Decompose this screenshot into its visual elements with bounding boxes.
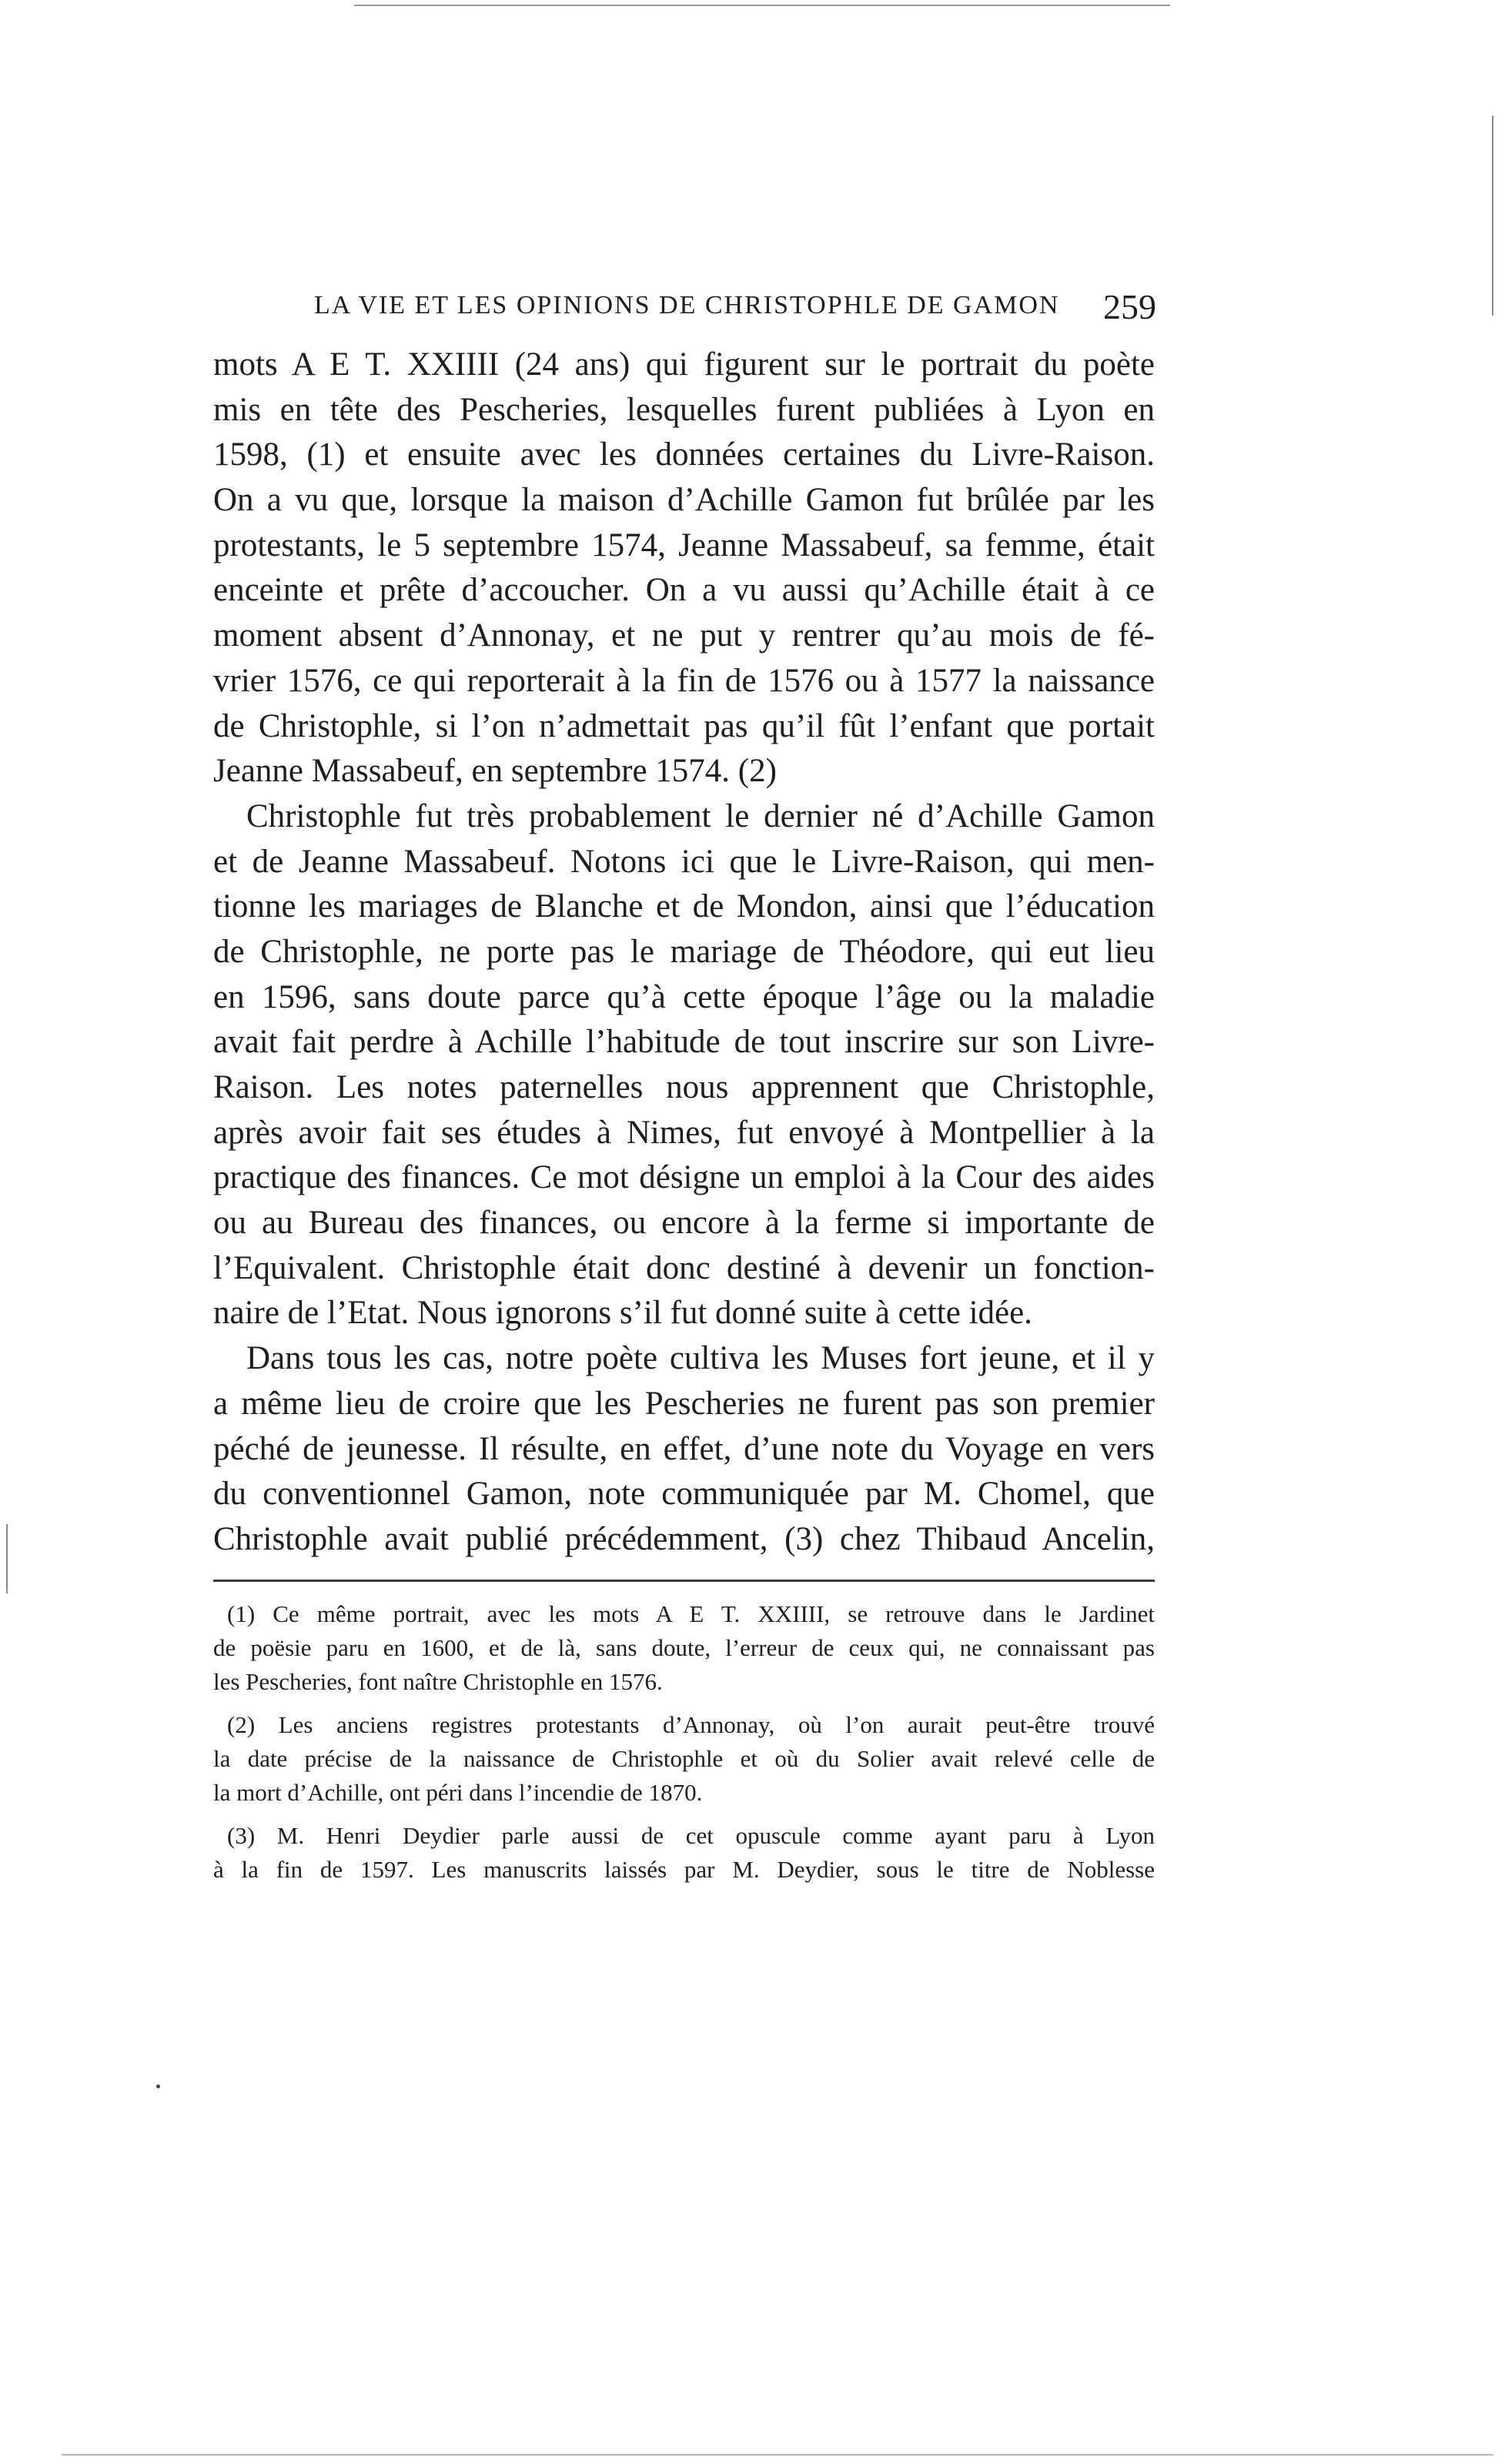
text-line: du conventionnel Gamon, note communiquée par M. Chomel, que [213,1476,1155,1513]
body-text [213,343,1155,1563]
text-line: a même lieu de croire que les Pescheries ne furent pas son premier [213,1385,1155,1422]
text-line: Raison. Les notes paternelles nous apprennent que Christophle, [213,1069,1155,1105]
text-line: l’Equivalent. Christophle était donc destiné à devenir un fonction- [213,1249,1155,1286]
text-line: Dans tous les cas, notre poète cultiva les Muses fort jeune, et il y [246,1340,1155,1377]
footnote-line: la date précise de la naissance de Christophle et où du Solier avait relevé celle de [213,1745,1155,1772]
text-line: Christophle avait publié précédemment, (3) chez Thibaud Ancelin, [213,1520,1155,1557]
footnote-line: la mort d’Achille, ont péri dans l’incendie de 1870. [213,1779,703,1806]
footnote-rule [213,1580,1155,1582]
scan-edge-bottom [62,2454,1493,2456]
text-line: après avoir fait ses études à Nimes, fut envoyé à Montpellier à la [213,1114,1155,1151]
text-line: péché de jeunesse. Il résulte, en effet, d’une note du Voyage en vers [213,1430,1155,1467]
text-line: ou au Bureau des finances, ou encore à la ferme si importante de [213,1205,1155,1242]
text-line: vrier 1576, ce qui reporterait à la fin de 1576 ou à 1577 la naissance [213,662,1155,699]
footnote-line: de poësie paru en 1600, et de là, sans doute, l’erreur de ceux qui, ne connaissant pas [213,1634,1155,1661]
text-line: enceinte et prête d’accoucher. On a vu aussi qu’Achille était à ce [213,572,1155,609]
text-line: avait fait perdre à Achille l’habitude de tout inscrire sur son Livre- [213,1024,1155,1061]
text-line: tionne les mariages de Blanche et de Mondon, ainsi que l’éducation [213,888,1155,925]
text-line: practique des finances. Ce mot désigne un emploi à la Cour des aides [213,1159,1155,1196]
footnotes [213,1597,1155,1887]
footnote-line: à la fin de 1597. Les manuscrits laissés par M. Deydier, sous le titre de Noblesse [213,1856,1155,1883]
scan-edge-top [354,5,1170,6]
footnote-line: (1) Ce même portrait, avec les mots A E T. XXIIII, se retrouve dans le Jardinet [227,1600,1155,1627]
page-number: 259 [1103,287,1156,326]
text-line: de Christophle, ne porte pas le mariage de Théodore, qui eut lieu [213,933,1155,970]
margin-mark [1492,115,1493,316]
text-line: Christophle fut très probablement le dernier né d’Achille Gamon [246,797,1155,834]
text-line: mis en tête des Pescheries, lesquelles furent publiées à Lyon en [213,391,1155,428]
running-head [216,286,1162,333]
text-line: et de Jeanne Massabeuf. Notons ici que le Livre-Raison, qui men- [213,843,1155,880]
text-line: 1598, (1) et ensuite avec les données certaines du Livre-Raison. [213,436,1155,473]
text-line: de Christophle, si l’on n’admettait pas qu’il fût l’enfant que portait [213,707,1155,744]
margin-mark [6,1524,8,1593]
text-line: moment absent d’Annonay, et ne put y rentrer qu’au mois de fé- [213,617,1155,654]
text-line: mots A E T. XXIIII (24 ans) qui figurent sur le portrait du poète [213,346,1155,383]
footnote-line: (3) M. Henri Deydier parle aussi de cet opuscule comme ayant paru à Lyon [227,1822,1155,1849]
speck [156,2085,160,2088]
footnote-line: les Pescheries, font naître Christophle en 1576. [213,1668,663,1695]
footnote-line: (2) Les anciens registres protestants d’Annonay, où l’on aurait peut-être trouvé [227,1711,1155,1738]
text-line: en 1596, sans doute parce qu’à cette époque l’âge ou la maladie [213,978,1155,1015]
text-line: naire de l’Etat. Nous ignorons s’il fut donné suite à cette idée. [213,1295,1032,1332]
running-title: LA VIE ET LES OPINIONS DE CHRISTOPHLE DE GAMON [314,291,1060,319]
text-line: Jeanne Massabeuf, en septembre 1574. (2) [213,753,777,790]
text-line: On a vu que, lorsque la maison d’Achille Gamon fut brûlée par les [213,482,1155,519]
text-line: protestants, le 5 septembre 1574, Jeanne Massabeuf, sa femme, était [213,527,1155,563]
